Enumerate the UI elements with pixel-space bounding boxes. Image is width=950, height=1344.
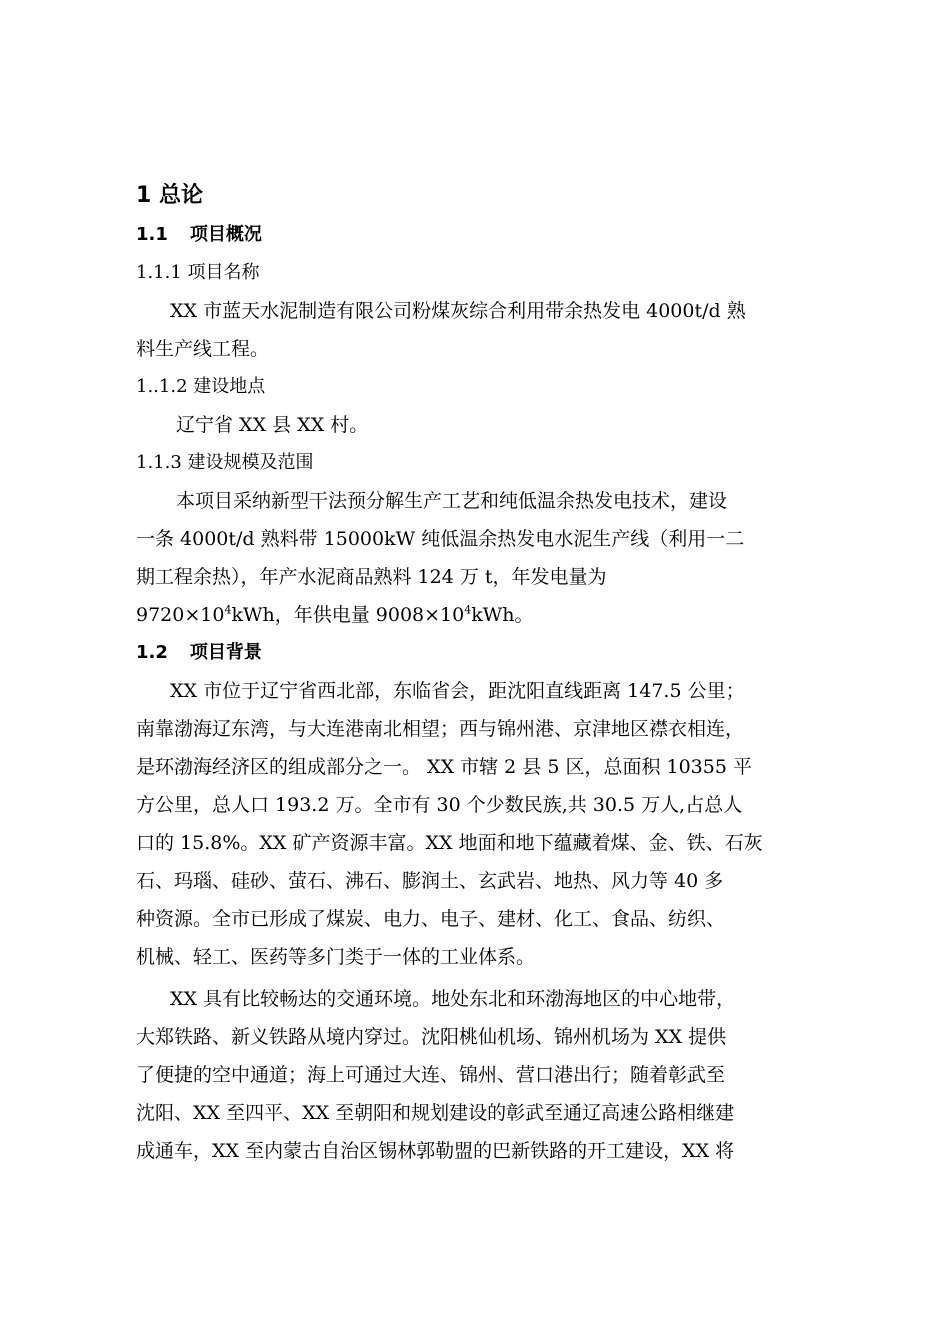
- paragraph-line: XX 市位于辽宁省西北部，东临省会，距沈阳直线距离 147.5 公里；: [170, 680, 745, 702]
- text-run: 9720×10: [136, 604, 225, 626]
- paragraph-line: 料生产线工程。: [136, 338, 270, 360]
- subsection-heading-scale: 1.1.3 建设规模及范围: [136, 452, 314, 473]
- text-run: kWh，年供电量 9008×10: [231, 604, 465, 626]
- paragraph-line: 是环渤海经济区的组成部分之一。 XX 市辖 2 县 5 区，总面积 10355 平: [136, 756, 752, 778]
- paragraph-line: 期工程余热），年产水泥商品熟料 124 万 t，年发电量为: [136, 566, 607, 588]
- paragraph-line: 石、玛瑙、硅砂、萤石、沸石、膨润土、玄武岩、地热、风力等 40 多: [136, 870, 724, 892]
- paragraph-line: 大郑铁路、新义铁路从境内穿过。沈阳桃仙机场、锦州机场为 XX 提供: [136, 1026, 727, 1048]
- text-run: kWh。: [471, 604, 534, 626]
- section-number: 1.2: [136, 642, 168, 663]
- paragraph-line: 本项目采纳新型干法预分解生产工艺和纯低温余热发电技术，建设: [176, 490, 728, 512]
- paragraph-line: 辽宁省 XX 县 XX 村。: [176, 414, 369, 436]
- section-title: 项目背景: [189, 642, 262, 663]
- superscript: 4: [224, 603, 232, 617]
- paragraph-line: 南靠渤海辽东湾，与大连港南北相望；西与锦州港、京津地区襟衣相连，: [136, 718, 745, 740]
- paragraph-line: XX 市蓝天水泥制造有限公司粉煤灰综合利用带余热发电 4000t/d 熟: [170, 300, 746, 322]
- chapter-heading: 1 总论: [136, 183, 203, 208]
- paragraph-line: 成通车，XX 至内蒙古自治区锡林郭勒盟的巴新铁路的开工建设，XX 将: [136, 1140, 735, 1162]
- subsection-heading-location: 1..1.2 建设地点: [136, 376, 266, 397]
- paragraph-line: 了便捷的空中通道；海上可通过大连、锦州、营口港出行；随着彰武至: [136, 1064, 726, 1086]
- section-number: 1.1: [136, 224, 168, 245]
- paragraph-line: XX 具有比较畅达的交通环境。地处东北和环渤海地区的中心地带，: [170, 988, 736, 1010]
- section-heading-1-1: [136, 216, 836, 254]
- paragraph-line: 口的 15.8%。XX 矿产资源丰富。XX 地面和地下蕴藏着煤、金、铁、石灰: [136, 832, 763, 854]
- section-heading-1-2: [136, 634, 836, 672]
- paragraph-line: 机械、轻工、医药等多门类于一体的工业体系。: [136, 946, 536, 968]
- paragraph-line: 方公里，总人口 193.2 万。全市有 30 个少数民族,共 30.5 万人,占总人: [136, 794, 743, 816]
- document-body: [136, 176, 836, 1170]
- superscript: 4: [464, 603, 472, 617]
- subsection-heading-project-name: 1.1.1 项目名称: [136, 262, 260, 283]
- section-title: 项目概况: [189, 224, 262, 245]
- paragraph-line: 种资源。全市已形成了煤炭、电力、电子、建材、化工、食品、纺织、: [136, 908, 726, 930]
- paragraph-line: 沈阳、XX 至四平、XX 至朝阳和规划建设的彰武至通辽高速公路相继建: [136, 1102, 735, 1124]
- paragraph-line-with-superscripts: [136, 596, 836, 634]
- paragraph-line: 一条 4000t/d 熟料带 15000kW 纯低温余热发电水泥生产线（利用一二: [136, 528, 745, 550]
